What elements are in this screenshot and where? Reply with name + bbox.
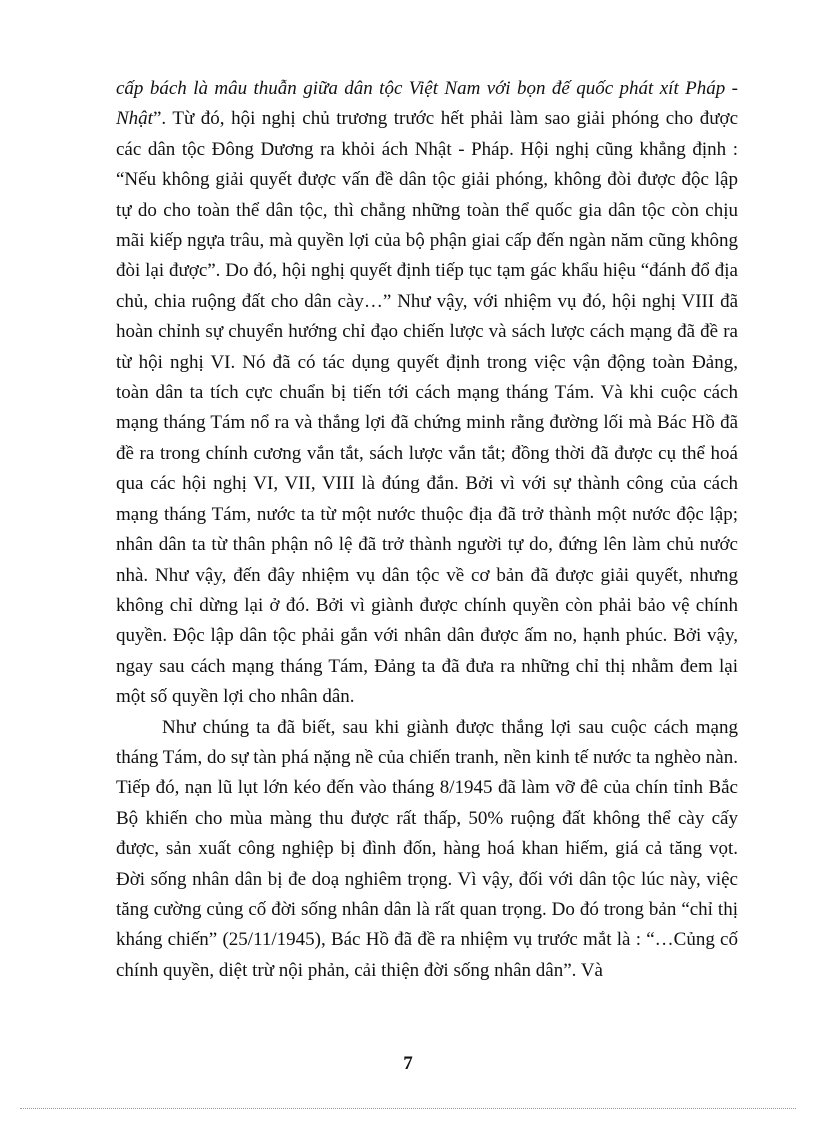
paragraph-1-text: ”. Từ đó, hội nghị chủ trương trước hết phải làm sao giải phóng cho được các dân tộc Đông Dương ra khỏi ách Nhật - Pháp. Hội nghị cũng khẳng định : “Nếu không giải quyết được vấn đề dân tộc giải phóng, không đòi được độc lập tự do cho toàn thể dân tộc, thì chẳng những toàn thể quốc gia dân tộc còn chịu mãi kiếp ngựa trâu, mà quyền lợi của bộ phận giai cấp đến ngàn năm cũng không đòi lại được”. Do đó, hội nghị quyết định tiếp tục tạm gác khẩu hiệu “đánh đổ địa chủ, chia ruộng đất cho dân cày…” Như vậy, với nhiệm vụ đó, hội nghị VIII đã hoàn chỉnh sự chuyển hướng chỉ đạo chiến lược và sách lược cách mạng đã đề ra từ hội nghị VI. Nó đã có tác dụng quyết định trong việc vận động toàn Đảng, toàn dân ta tích cực chuẩn bị tiến tới cách mạng tháng Tám. Và khi cuộc cách mạng tháng Tám nổ ra và thắng lợi đã chứng minh rằng đường lối mà Bác Hồ đã đề ra trong chính cương vắn tắt, sách lược vắn tắt; đồng thời đã được cụ thể hoá qua các hội nghị VI, VII, VIII là đúng đắn. Bởi vì với sự thành công của cách mạng tháng Tám, nước ta từ một nước thuộc địa đã trở thành một nước độc lập; nhân dân ta từ thân phận nô lệ đã trở thành người tự do, đứng lên làm chủ nước nhà. Như vậy, đến đây nhiệm vụ dân tộc về cơ bản đã được giải quyết, nhưng không chỉ dừng lại ở đó. Bởi vì giành được chính quyền còn phải bảo vệ chính quyền. Độc lập dân tộc phải gắn với nhân dân được ấm no, hạnh phúc. Bởi vậy, ngay sau cách mạng tháng Tám, Đảng ta đã đưa ra những chỉ thị nhằm đem lại một số quyền lợi cho nhân dân. <box>116 108 738 708</box>
page-number: 7 <box>403 1053 413 1074</box>
italic-quote: cấp bách là mâu thuẫn giữa dân tộc Việt Nam với bọn đế quốc phát xít Pháp - Nhật <box>116 78 738 130</box>
paragraph-2: Như chúng ta đã biết, sau khi giành được thắng lợi sau cuộc cách mạng tháng Tám, do sự tàn phá nặng nề của chiến tranh, nền kinh tế nước ta nghèo nàn. Tiếp đó, nạn lũ lụt lớn kéo đến vào tháng 8/1945 đã làm vỡ đê của chín tỉnh Bắc Bộ khiến cho mùa màng thu được rất thấp, 50% ruộng đất không thể cày cấy được, sản xuất công nghiệp bị đình đốn, hàng hoá khan hiếm, giá cả tăng vọt. Đời sống nhân dân bị đe doạ nghiêm trọng. Vì vậy, đối với dân tộc lúc này, việc tăng cường củng cố đời sống nhân dân là rất quan trọng. Do đó trong bản “chỉ thị kháng chiến” (25/11/1945), Bác Hồ đã đề ra nhiệm vụ trước mắt là : “…Củng cố chính quyền, diệt trừ nội phản, cải thiện đời sống nhân dân”. Và <box>116 716 738 981</box>
paragraph-1 <box>116 74 738 713</box>
body-text <box>116 74 738 986</box>
footer-divider <box>20 1108 796 1109</box>
